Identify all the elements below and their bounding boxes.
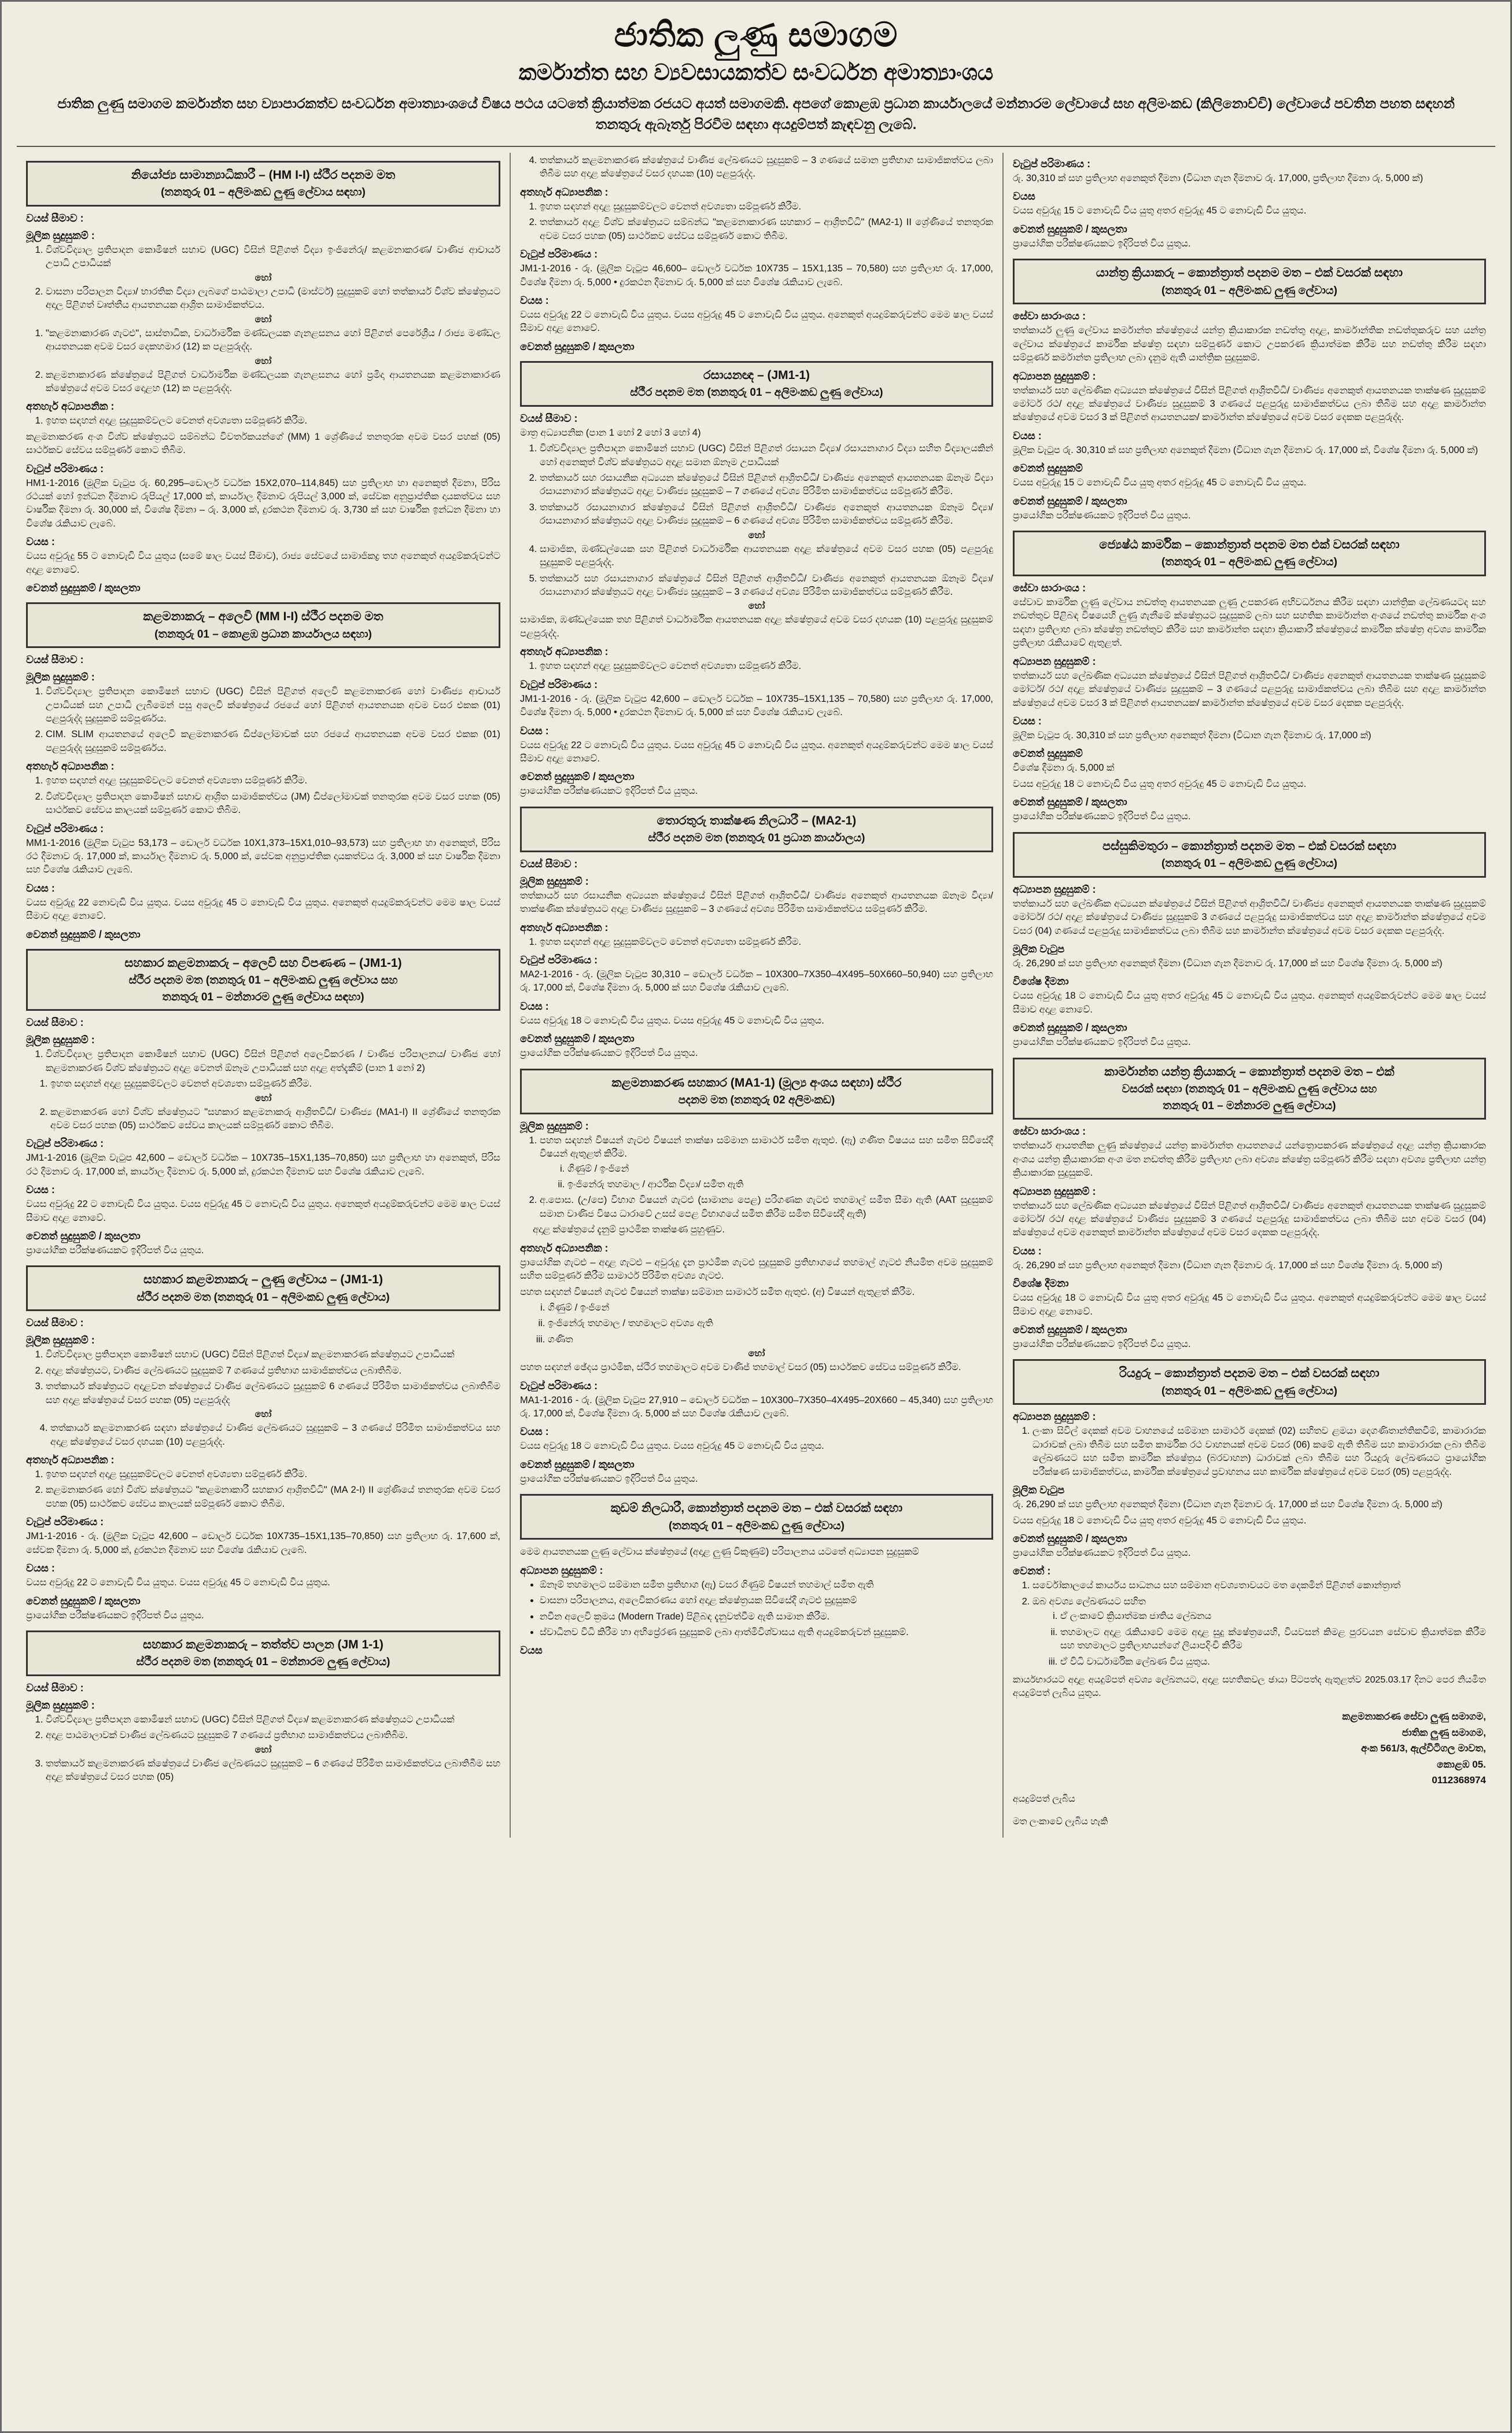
list-item: 2. තත්කාර්ය සහ රසායනික අධ්‍යයන ක්ෂේත්‍රයේ විසින් පිළිගත් ආශ්‍රිතවිධි/ වාණිජ්‍ය අනෙකුත් ආයතනයක ඕනෑම විද්‍යා රසායනාගාර ක්ෂේත්‍රයට අදාළ වාණිජ්‍ය සුදුසුකම් – 7 ගණයේ අවශ්‍ය පිරිමිත සාමාජිකත්වය සම්පූර්ණ කිරීම. xyxy=(540,472,993,499)
ministry-name: කර්මාන්ත සහ ව්‍යවසායකත්ව සංවර්ධන අමාත්‍යාංශය xyxy=(518,61,994,85)
list-item: ii. ඉංජිනේරු තහමාල / තහමාලට අවශ්‍ය ඇති xyxy=(548,1317,993,1330)
list-item: 1. ඉහත සඳහන් අදාළ සුදුසුකම්වලට වෙනත් අවශ්‍යතා සම්පූර්ණ කිරීම. xyxy=(46,414,500,428)
roman-list xyxy=(540,1162,993,1192)
post-vacancy-2: තනතුරු 01 – මන්නාරම ලුණු ලේවාය) xyxy=(1163,1099,1336,1112)
salary-text: රු. 26,290 ක් සහ ප්‍රතිලාභ අනෙකුත් දීමනා (විධාන ගැන දීමනාව රු. 17,000 ක් සහ විශේෂ දීමනා රු. 5,000 ක්) xyxy=(1012,1499,1443,1510)
extra-list xyxy=(520,200,993,243)
practical-test-note: ප්‍රායෝගික පරීක්ෂණයකට ඉදිරිපත් විය යුතුය. xyxy=(519,786,698,797)
service-text: තත්කාර්ය ලුණු ලේවාය කර්මාන්ත ක්ෂේත්‍රයේ යන්ත්‍ර ක්‍රියාකාරක නඩත්තු අදාළ, කාර්මාන්තික නඩත්තුකරුව සහ යන්ත්‍ර ලේවාය ක්ෂේත්‍රයේ කාර්මික ක්ෂේත්‍ර සඳහා සම්පූර්ණ කොට උපකරණ ක්‍රියාත්මක කිරීම සහ නඩත්තු කිරීම සඳහා සම්පූර්ණ කර්මාන්ත ප්‍රතිලාභ ලබා දැනුම ඇති යාන්ත්‍රික සුදුසුකම්. xyxy=(1012,325,1486,363)
section-special-allowance: විශේෂ දීමනා xyxy=(1012,1278,1069,1290)
age-text: වයස අවුරුදු 18 ට නොවැඩි විය යුතු අතර අවුරුදු 45 ට නොවැඩි විය යුතුය. අනෙකුත් අයදුම්කරුවන්ට මෙම ෂාල වයස් සීමාව අදාළ නොවේ. xyxy=(1012,991,1486,1015)
address-line: අංක 561/3, ඇල්විටිගල මාවත, xyxy=(1361,1743,1486,1754)
practical-test-note: ප්‍රායෝගික පරීක්ෂණයකට ඉදිරිපත් විය යුතුය. xyxy=(519,1473,698,1484)
section-other-qualifications: වෙනත් සුදුසුකම් / කුසලතා xyxy=(1012,223,1127,235)
address-line: ජාතික ලුණු සමාගම, xyxy=(1402,1727,1486,1738)
post-heading-fitter xyxy=(1013,832,1486,878)
age-text: වයස අවුරුදු 18 ට නොවැඩි විය යුතු අතර අවුරුදු 45 ට නොවැඩි විය යුතුය. අනෙකුත් අයදුම්කරුවන්ට මෙම ෂාල වයස් සීමාව අදාළ නොවේ. xyxy=(1012,1293,1486,1317)
list-item: 2. කළමනාකාරණ ක්ෂේත්‍රයේ පිළිගත් වාර්ධාර්මික මණ්ඩලයක ගැනළසනය හෝ ප්‍රමිදා ආයතනයක කළමනාකාරණ ක්ෂේත්‍රයේ අවම වසර දොළහ (12) ක පළපුරුද්ද. xyxy=(46,369,500,396)
section-other-qualifications: වෙනත් සුදුසුකම් / කුසලතා xyxy=(1012,1532,1127,1544)
list-item: 1. විශ්වවිද්‍යාල ප්‍රතිපාදන කොමිෂන් සභාව (UGC) විසින් පිළිගත් රසායන විද්‍යා/ රසායනාගාර විද්‍යා සහිත විද්‍යාලයකින් හෝ අනෙකුත් විශ්ව ක්ෂේත්‍රයට අදාළ සමාන ඕනෑම උපාධියක් xyxy=(540,442,993,469)
section-service-summary: සේවා සාරාංශය : xyxy=(1012,310,1086,322)
or-separator: හෝ xyxy=(255,1409,272,1420)
practical-test-note: ප්‍රායෝගික පරීක්ෂණයකට ඉදිරිපත් විය යුතුය. xyxy=(1012,1547,1191,1558)
sub-qualification-list-2 xyxy=(26,1106,500,1133)
post-title: කුඩම් නිලධාරී, කොන්ත්‍රාත් පදනම මත – එක් වසරක් සඳහා xyxy=(610,1501,903,1515)
age-text: වයස අවුරුදු 22 ට නොවැඩි විය යුතුය. වයස අවුරුදු 45 ට නොවැඩි විය යුතුය. xyxy=(26,1577,330,1588)
section-other-qualifications: වෙනත් සුදුසුකම් / කුසලතා xyxy=(1012,1324,1127,1336)
list-item: 1. විශ්වවිද්‍යාල ප්‍රතිපාදන කොමිෂන් සභාව (UGC) විසින් පිළිගත් අලෙවි කළමනාකරණ හෝ වාණිජ්‍ය ආචාර්ය උපාධියක් සහ උපාධි ලැබීමෙන් පසු අලෙවි ක්ෂේත්‍රයේ රජයේ හෝ පිළිගත් ආයතනයක අවම වසර එකක (01) පළපුරුද්ද සුදුසුකම් සම්පූර්ණය. xyxy=(46,685,500,726)
age-text: වයස අවුරුදු 15 ට නොවැඩි විය යුතු අතර අවුරුදු 45 ට නොවැඩි විය යුතුය. xyxy=(1012,205,1307,216)
salary-text-1: රු. 26,290 ක් සහ ප්‍රතිලාභ අනෙකුත් දීමනා (විධාන ගැන දීමනාව රු. 17,000 ක් සහ විශේෂ දීමනා රු. 5,000 ක්) xyxy=(1012,958,1443,969)
post-title: ජ්‍යෙෂ්ඨ කාර්මික – කොන්ත්‍රාත් පදනම මත එක් වසරක් සඳහා xyxy=(1099,538,1400,552)
section-other-qualifications: වෙනත් සුදුසුකම් / කුසලතා xyxy=(519,1458,635,1470)
post-title: සහකාර කළමනාකරු – ලුණු ලේවාය – (JM1-1) xyxy=(143,1273,383,1287)
list-item: ii. ඉංජිනේරු තහමාල / ආර්ථික විද්‍යා/ සමීත ඇති xyxy=(567,1178,993,1191)
section-basic-qualifications: මූලික සුදුසුකම් : xyxy=(26,671,95,683)
qualification-list-2 xyxy=(520,543,993,599)
list-item: 4. තත්කාර්ය කළමනාකරණ සඳහා ක්ෂේත්‍රයේ වාණිජ ලේඛණයට සුදුසුකම් – 3 ගණයේ පිරිමිත සාමාජිකත්වය සහ අදාළ ක්ෂේත්‍රයේ වසර දහයක (10) පළපුරුද්ද. xyxy=(50,1422,500,1449)
list-item: 1. විශ්වවිද්‍යාල ප්‍රතිපාදන කොමිෂන් සභාව (UGC) විසින් පිළිගත් විද්‍යා ඉංජිනේරු/ කළමනාකරණ/ වාණිජ ආචාර්ය උපාධි උපාධියක් xyxy=(46,244,500,271)
salary-text-2: විශේෂ දීමනා රු. 5,000 ක් xyxy=(1012,763,1115,774)
address-line: කළමනාකරණ සේවා ලුණු සමාගම, xyxy=(1342,1711,1486,1722)
section-other-qualifications: වෙනත් සුදුසුකම් / කුසලතා xyxy=(1012,1022,1127,1034)
section-service-summary: සේවා සාරාංශය : xyxy=(1012,582,1086,594)
service-text: සේවාව කාර්මික ලුණු ලේවාය නඩත්තු ආයතනයක ලුණු උපකරණ අභිවර්ධනය කිරීම සඳහා යාන්ත්‍රික ලේඛණයටද සහ නඩත්තුව පිළිබඳ විෂයෙහි ලුණු ගැනීමේ ක්ෂේත්‍රයට සුදුසුකම් ලබා සහ සහතික කාර්මාන්ත අංශයේ නඩත්තු කාර්මික අංශ සඳහා ප්‍රතිලාභ ලබා ක්ෂේත්‍ර නඩත්තුව කිරීම සහ කාර්මාන්ත සඳහා ක්‍රියාකාරී ක්ෂේත්‍රයේ කාර්මික ක්ෂේත්‍ර අවශ්‍ය කාර්මික ප්‍රතිලාභ රැකියාවේ ඇතුළත්. xyxy=(1012,597,1486,649)
section-salary-scale: වැටුප් පරිමාණය : xyxy=(26,1516,104,1528)
or-separator: හෝ xyxy=(748,530,765,540)
qualification-list xyxy=(26,685,500,755)
list-item: • ඕනෑම් තහමාලට සම්මාන සමීත ප්‍රතිභාග (ඇ) වසර ගිණුම් විෂයන් තහමාල් සමීත ඇති xyxy=(540,1578,993,1592)
section-extra-qualifications: අතහැර් අධ්‍යාපනික : xyxy=(519,186,609,198)
notes-list xyxy=(1013,1579,1486,1669)
post-heading-management-assistant xyxy=(520,1069,993,1114)
post-title: කළමනාකරු – අලෙවි (MM I-I) ස්ථීර පදනම මත xyxy=(143,610,383,624)
practical-test-note: ප්‍රායෝගික පරීක්ෂණයකට ඉදිරිපත් විය යුතුය. xyxy=(1012,238,1191,249)
section-age: වයස : xyxy=(519,1426,549,1438)
age-text: වයස අවුරුදු 18 ට නොවැඩි විය යුතුය. වයස අවුරුදු 45 ට නොවැඩි විය යුතුය. xyxy=(519,1441,824,1452)
list-item: ii. තහමාලට අදාළ රැකියාවේ මෙම අදාළ සුදු ක්ෂේත්‍රයෙහි, වියවසන් කිමළ පුරවයන සේවාව ක්‍රියාත්මක කිරීම සහ තහමාලට ප්‍රතිලාභයන්ගේ ලියාපදිංචි කිරීම xyxy=(1060,1626,1486,1653)
section-extra-qualifications: අතහැර් අධ්‍යාපනික : xyxy=(519,1242,609,1254)
salary-text-1: මූලික වැටුප රු. 30,310 ක් සහ ප්‍රතිලාභ අනෙකුත් දීමනා (විධාන ගැන දීමනාව රු. 17,000 ක්) xyxy=(1012,730,1371,741)
list-item: 1. ඉහත සඳහන් අදාළ සුදුසුකම්වලට වෙනත් අවශ්‍යතා සම්පූර්ණ කිරීම. xyxy=(46,774,500,787)
or-separator-2: හෝ xyxy=(255,356,272,366)
header xyxy=(17,12,1495,147)
section-other-qualifications: වෙනත් සුදුසුකම් / කුසලතා xyxy=(1012,495,1127,507)
section-salary-scale: වැටුප් පරිමාණය : xyxy=(519,678,598,690)
list-item: • නවීන අලෙවි ක්‍රමය (Modern Trade) පිළිබඳ දැනුවත්වීම ඇති සාමාන කිරීම. xyxy=(540,1610,993,1624)
list-item: 1. විශ්වවිද්‍යාල ප්‍රතිපාදන කොමිෂන් සභාව (UGC) විසින් පිළිගත් අලෙවිකරණ / වාණිජ පරිපාලනය/ වාණිජ හෝ කළමනාකරණ විශ්ව ක්ෂේත්‍රයට අදාළ වෙනත් ඕනෑම උපාධියක් සහ අදාළ අත්දැකීම් (පාන 1 නෝ 2) xyxy=(46,1048,500,1075)
section-age: වයස : xyxy=(519,724,549,737)
or-separator: හෝ xyxy=(255,1744,272,1755)
post-title: නියෝජ්‍ය සාමාන්‍යාධිකාරී – (HM I-I) ස්ථීර පදනම මත xyxy=(131,168,396,182)
post-heading-assistant-manager-saltern xyxy=(26,1265,500,1311)
list-item: 3. තත්කාර්ය කළමනාකරණ ක්ෂේත්‍රයේ වාණිජ ලේඛණයට සුදුසුකම් – 6 ගණයේ පිරිමිත සාමාජිකත්වය ලබාතිබීම සහ අදාළ ක්ෂේත්‍රයේ වසර පහක (05) xyxy=(46,1757,500,1784)
post-heading-senior-technician xyxy=(1013,531,1486,576)
section-salary-scale: වැටුප් පරිමාණය : xyxy=(1012,158,1091,170)
list-item: i. ඒ ලංකාවේ ක්‍රියාත්මක ජාතිය ලේඛනය xyxy=(1060,1610,1486,1623)
section-special-allowance: වෙනත් සුදුසුකම් xyxy=(1012,462,1083,474)
section-age-limit: වයස් සීමාව : xyxy=(519,857,578,870)
qualification-list-2 xyxy=(26,285,500,312)
post-title: තොරතුරු තාක්ෂණ නිලධාරී – (MA2-1) xyxy=(657,814,857,827)
roman-notes-list xyxy=(1032,1610,1486,1669)
post-vacancy: ස්ථීර පදනම මත (තනතුරු 01 – අලිමංකඩ ලුණු ලේවාය සහ xyxy=(128,974,398,987)
section-salary-scale: වැටුප් පරිමාණය : xyxy=(26,822,104,834)
application-deadline-note: කාර්යභාරයට අදාළ අයදුම්පත් අවශ්‍ය ලේඛනයට, අදාළ සහතිකවල ඡායා පිටපත්ද ඇතුළත්ව 2025.03.17 දිනට පෙර නියමිත අයදුම්පත් ලැබිය යුතුය. xyxy=(1012,1674,1486,1699)
section-basic-qualifications: මූලික සුදුසුකම් : xyxy=(26,229,95,241)
or-text: පහත සඳහන් ඡේදය ප්‍රාථමික, ස්ථීර තහමාලට අවම වාණිජ් තහමාල් වසර (05) සාර්ථකව සේවය සම්පූර්ණ කිරීම. xyxy=(519,1362,961,1373)
section-age-limit: වයස් සීමාව : xyxy=(26,1017,84,1029)
salary-text: MA1-1-2016 - රු. (මූලික වැටුප 27,910 – ඩොලර් වර්ධක – 10X300–7X350–4X495–20X660 – 45,340) සහ ප්‍රතිලාභ රු. 17,000 ක්, විශේෂ දීමනා රු. 5,000 ක් සහ විශේෂ රැකියාව ලැබේ. xyxy=(519,1394,993,1419)
section-qualifications: අධ්‍යාපන සුදුසුකම් : xyxy=(1012,1185,1096,1197)
post-title: සහකාර කළමනාකරු – අලෙවි සහ විපණණ – (JM1-1) xyxy=(124,956,402,970)
section-age: වයස : xyxy=(1012,715,1042,727)
post-title: පස්සුකිමතුරා – කොන්ත්‍රාත් පදනම මත – එක් වසරක් සඳහා xyxy=(1102,839,1396,853)
practical-test-note: ප්‍රායෝගික පරීක්ෂණයකට ඉදිරිපත් විය යුතුය. xyxy=(1012,811,1191,822)
list-item: i. ගිණුම් / ඉංජිනේ xyxy=(567,1162,993,1176)
list-item: 1. ලංකා සිවිල් දෙකක් අවම වාහනයේ සම්මාන සාමාර්ථ දෙකක් (02) සහිතව ළමයා දෙගණිතාන්තිකවීම්, කාමාරාරක ධාරාවක් ලබා තිබීම සහ සමීත කාර්මික රථ වාහනයක් අවම වසර (06) කමේ ඇති තිබීම සහ කාමාරාරක ලබා තිබීම ලේඛණයට සහ සමීත කාර්මික ක්ෂේත්‍රය (බරවාහන) ධාරාවක් ලබා තිබීම සහ රියදුරු ලේඛණයට ප්‍රායෝගික පරීක්ෂණ සාමාජිකත්වය, කාර්මික ක්ෂේත්‍රයේ ප්‍රවාහනය සහ කාර්මික ක්ෂේත්‍රයේ අවම වසර (05) පළපුරුද්ද. xyxy=(1032,1425,1486,1479)
list-item: 1. විශ්වවිද්‍යාල ප්‍රතිපාදන කොමිෂන් සභාව (UGC) විසින් පිළිගත් විද්‍යා/ කළමනාකරණ ක්ෂේත්‍රයට උපාධියක් xyxy=(46,1713,500,1727)
list-item: 1. පහත සඳහන් විෂයන් ගැටළු විෂයන් තාක්ෂා සම්මාන සාමාර්ථ සමීත ඇතුළු. (ඇ) ගණිත විෂයය සහ සමීත සිවිසේදී විෂයන් ඇතුළත් කිරීම. i. ගිණුම් / ඉංජිනේ ii. ඉංජිනේරු තහමාල / ආර්ථික විද්‍යා/ සමීත ඇති xyxy=(540,1134,993,1192)
section-age: වයස : xyxy=(26,1184,55,1196)
section-salary-scale: වැටුප් පරිමාණය : xyxy=(519,248,598,260)
list-item: iii. ඒ විධි වාර්ධාර්මික ලේඛණ විය යුතුය. xyxy=(1060,1655,1486,1669)
section-basic-qualifications: මූලික සුදුසුකම් : xyxy=(26,1699,95,1711)
columns-container xyxy=(17,153,1495,1838)
list-item: 5. තත්කාර්ය සහ රසායනාගාර ක්ෂේත්‍රයේ විසින් පිළිගත් ආශ්‍රිතවිධි/ වාණිජ්‍ය අනෙකුත් ආයතනයක ඕනෑම විද්‍යා/ රසායනාගාර ක්ෂේත්‍රයට අදාළ වාණිජ්‍ය සුදුසුකම් – 3 ගණයේ අවශ්‍ය පිරිමිත සාමාජිකත්වය සම්පූර්ණ කිරීම. xyxy=(540,572,993,599)
salary-text-1: රු. 26,290 ක් සහ ප්‍රතිලාභ අනෙකුත් දීමනා (විධාන ගැන දීමනාව රු. 17,000 ක් සහ විශේෂ දීමනා රු. 5,000 ක්) xyxy=(1012,1260,1443,1271)
section-qualifications: අධ්‍යාපන සුදුසුකම් : xyxy=(519,1564,603,1576)
post-vacancy: පදනම මත (තනතුරු 02 අලිමංකඩ) xyxy=(678,1094,835,1107)
column-1 xyxy=(17,153,510,1838)
qualification-list xyxy=(26,244,500,271)
header-intro-text: ජාතික ලුණු සමාගම කර්මාන්ත සහ ව්‍යාපාරකත්ව සංවර්ධන අමාත්‍යාංශයේ විෂය පථය යටතේ ක්‍රියාත්මක රජයට අයත් සමාගමකි. අපගේ කොළඹ ප්‍රධාන කාර්යාලයේ මන්නාරම ලේවායේ සහ අලිමංකඩ (කිලිනොච්චි) ලේවායේ පවතින පහත සඳහන් තනතුරු ඇබෑර්තු පිරවීම සඳහා අයදුම්පත් කැඳවනු ලැබේ. xyxy=(57,96,1455,132)
phone-number: 0112368974 xyxy=(1432,1775,1486,1786)
contact-address xyxy=(1013,1709,1486,1788)
list-item: 4. තත්කාර්ය කළමනාකරණ ක්ෂේත්‍රයේ වාණිජ ලේඛණයට සුදුසුකම් – 3 ගණයේ සමාන ප්‍රතිභාග සාමාජිකත්වය ලබා තිබීම සහ අදාළ ක්ෂේත්‍රයේ වසර දහයක (10) පළපුරුද්ද. xyxy=(540,154,993,181)
bullet-list xyxy=(520,1578,993,1640)
post-heading-assistant-manager-marketing xyxy=(26,949,500,1011)
address-line: කොළඹ 05. xyxy=(1437,1758,1486,1770)
service-text: තත්කාර්ය ආයතනික ලුණු ක්ෂේත්‍රයේ යන්ත්‍ර කාර්මාන්ත ආයතනයේ යන්ත්‍රොපකරණ ක්ෂේත්‍රයේ අදාළ යන්ත්‍ර ක්‍රියාකාරක අංශය යන්ත්‍ර ක්‍රියාකාරක අංශ මත නඩත්තු කිරීම ප්‍රතිලාභ ලබා අවශ්‍ය ක්ෂේත්‍ර සම්පූර්ණ කිරීම සඳහා අවශ්‍ය ප්‍රතිලාභ යන්ත්‍ර ක්‍රියාකාරක සුදුසුකම්. xyxy=(1012,1140,1486,1179)
section-other-qualifications: වෙනත් සුදුසුකම් / කුසලතා xyxy=(519,340,635,352)
section-extra-qualifications: අතහැර් අධ්‍යාපනික : xyxy=(26,400,115,413)
salary-text: MM1-1-2016 (මූලික වැටුප 53,173 – ඩොලර් වර්ධක 10X1,373–15X1,010–93,573) සහ ප්‍රතිලාභ හා අනෙකුත්, පිරිස රථ දීමනාව රු. 17,000 ක්, කාර්යාල දීමනාව රු. 5,000 ක්, සේවක අනුප්‍රාප්තික දායකත්වය රු. 3,000 ක් සහ වාර්ෂික දීමනා සහ විශේෂ රැකියාව ලැබේ. xyxy=(26,837,500,875)
qualification-head: මාත්‍ර අධ්‍යාපනික (පාන 1 හෝ 2 හෝ 3 හෝ 4) xyxy=(519,427,701,438)
post-heading-machine-operator xyxy=(1013,259,1486,304)
practical-test-note: ප්‍රායෝගික පරීක්ෂණයකට ඉදිරිපත් විය යුතුය. xyxy=(1012,1339,1191,1350)
post-vacancy: (තනතුරු 01 – අලිමංකඩ ලුණු ලේවාය සඳහා) xyxy=(161,186,366,199)
post-vacancy: ස්ථීර පදනම මත (තනතුරු 01 ප්‍රධාන කාර්යාලය) xyxy=(648,832,865,845)
section-age: වයස : xyxy=(1012,429,1042,441)
section-age-limit: වයස් සීමාව : xyxy=(26,654,84,666)
extra-list xyxy=(26,414,500,428)
list-item: 1. ඉහත සඳහන් අදාළ සුදුසුකම්වලට වෙනත් අවශ්‍යතා සම්පූර්ණ කිරීම. xyxy=(540,660,993,673)
section-age: වයස xyxy=(1012,190,1035,203)
qualification-list xyxy=(26,1713,500,1743)
extra-list xyxy=(520,936,993,949)
section-basic-qualifications: මූලික සුදුසුකම් : xyxy=(519,875,589,887)
salary-text: මූලික වැටුප රු. 30,310 ක් සහ ප්‍රතිලාභ අනෙකුත් දීමනා (විධාන ගැන දීමනාව රු. 17,000 ක්, විශේෂ දීමනා රු. 5,000 ක්) xyxy=(1012,444,1478,455)
salary-text: JM1-1-2016 - රු. (මූලික වැටුප 42,600 – ඩොලර් වර්ධක – 10X735–15X1,135 – 70,580) සහ ප්‍රතිලාභ රු. 17,000, විශේෂ දීමනා රු. 5,000 • දුරකථන දීමනාව රු. 5,000 ක් සහ විශේෂ රැකියාව ලැබේ. xyxy=(519,693,993,718)
post-vacancy: (තනතුරු 01 – අලිමංකඩ ලුණු ලේවාය) xyxy=(668,1519,844,1532)
basic-qualification-text: තත්කාර්ය සහ ලේඛණික අධ්‍යයන ක්ෂේත්‍රයේ විසින් පිළිගත් ආශ්‍රිතවිධි/ වාණිජ්‍ය අනෙකුත් ආයතනයක තාක්ෂණ සුදුසුකම් මෝටර් රථ/ අදාළ ක්ෂේත්‍රයේ වාණිජ්‍ය සුදුසුකම් 3 ගණයේ පළපුරුදු සාමාජිකත්වය ලබා තිබීම සහ අදාළ කාර්මාන්ත ක්ෂේත්‍රයේ අවම වසර 3 ක් පිළිගත් ආයතනයක/ කාර්මාන්ත ක්ෂේත්‍රයේ අවම වසර දෙකක පළපුරුද්ද. xyxy=(1012,385,1486,423)
post-heading-assistant-manager-quality xyxy=(26,1630,500,1676)
section-age: වයස : xyxy=(26,1562,55,1574)
post-title: සහකාර කළමනාකරු – තත්ත්ව පාලන (JM 1-1) xyxy=(143,1637,383,1651)
practical-test-note: ප්‍රායෝගික පරීක්ෂණයකට ඉදිරිපත් විය යුතුය. xyxy=(1012,510,1191,521)
list-item: • ස්වාධීනව විධි කිරීම හා අභිප්‍රේරණ සුදුසුකම් ලබා ආත්මිවිශ්වාසය ඇති අයදුම්කරුවන් සුදුසුකම්. xyxy=(540,1626,993,1639)
section-special-allowance: විශේෂ දීමනා xyxy=(1012,976,1069,988)
list-item: 2. විශ්වවිද්‍යාල ප්‍රතිපාදන කොමිෂන් සභාව ආශ්‍රිත සාමාජිකත්වය (JM) ඩිප්ලෝමාවක් තනතුරක අවම වසර පහක (05) සාර්ථකව සේවය කාලයක් සම්පූර්ණ කොට තිබීම. xyxy=(46,790,500,818)
extra-text: පහත සඳහන් විෂයන් ගැටළු විෂයන් තාක්ෂා සම්මාන සාමාර්ථ සමීත ඇතුළු. (අ) විෂයන් ඇතුළත් කිරීම. xyxy=(519,1286,915,1297)
section-age: වයස : xyxy=(519,294,549,306)
and-separator: හෝ xyxy=(255,314,272,325)
section-special-allowance: වෙනත් සුදුසුකම් xyxy=(1012,748,1083,760)
practical-test-note: ප්‍රායෝගික පරීක්ෂණයකට ඉදිරිපත් විය යුතුය. xyxy=(26,1610,204,1621)
qualification-note: අදාළ ක්ෂේත්‍රයේ දැනුම් ප්‍රාථමික තාක්ෂණ පුහුණුව. xyxy=(532,1224,725,1235)
list-item: 1. ඉහත සඳහන් අදාළ සුදුසුකම්වලට වෙනත් අවශ්‍යතා සම්පූර්ණ කිරීම. xyxy=(50,1077,500,1091)
section-salary: මූලික වැටුප xyxy=(1012,1484,1065,1496)
post-heading-deputy-general-manager xyxy=(26,161,500,207)
section-age-limit: වයස් සීමාව : xyxy=(26,212,84,224)
salary-text: JM1-1-2016 - රු. (මූලික වැටුප 42,600 – ඩොලර් වර්ධක 10X735–15X1,135–70,850) සහ ප්‍රතිලාභ රු. 17,600 ක්, සේවක දීමනා රු. 5,000 ක්, දුරකථන දීමනාව සහ විශේෂ රැකියාව ලැබේ. xyxy=(26,1531,500,1555)
header-divider xyxy=(17,146,1495,147)
qualification-list-3 xyxy=(26,327,500,354)
basic-qualification-text: තත්කාර්ය සහ ලේඛණික අධ්‍යයන ක්ෂේත්‍රයේ විසින් පිළිගත් ආශ්‍රිතවිධි/ වාණිජ්‍ය අනෙකුත් ආයතනයක තාක්ෂණ සුදුසුකම් මෝටර්/ රථ/ අදාළ ක්ෂේත්‍රයේ වාණිජ්‍ය සුදුසුකම් 3 ගණයේ පළපුරුදු සාමාජිකත්වය සහ අදාළ කාර්මාන්ත ක්ෂේත්‍රයේ අවම වසර (04) ගණයේ පළපුරුදු සාමාජිකත්වය ලබා තිබීම සහ කාර්මාන්ත ක්ෂේත්‍රයේ අවම වසර දෙකක පළපුරුද්ද. xyxy=(1012,898,1486,936)
section-age: වයස xyxy=(519,1644,543,1657)
list-item: 2. වාසනා පරිපාලන විද්‍යා/ භාරතික විද්‍යා ලැබගේ පාඨමාලා උපාධි (මාස්ටර්) සුදුසුකම් හෝ තත්කාර්ය විශ්ව ක්ෂේත්‍රයට අදාල පිළිගත් වෘත්තීය ආයතනයක ආශ්‍රිත සාමාජිකත්වය. xyxy=(46,285,500,312)
post-vacancy: ස්ථීර පදනම මත (තනතුරු 01 – අලිමංකඩ ලුණු ලේවාය) xyxy=(630,387,883,399)
list-item: 2. කළමනාකරණ හෝ විශ්ව ක්ෂේත්‍රයට "කළමනාකාරී සහකාර ආශ්‍රිතවිධි" (MA 2-I) II ශ්‍රේණියේ තනතුරක අවම වසර පහක (05) සාර්ථකව සේවය කාලයක් සම්පූර්ණ කොට තිබීම. xyxy=(46,1484,500,1511)
qualification-list xyxy=(1013,1425,1486,1479)
or-text: සාමාජික, ඹණ්ඩල්යෙක තහ පිළිගත් වාර්ධාර්මික ආයතනයක අදාළ ක්ෂේත්‍රයේ අවම වසර දහයක (10) පළපුරුදු සුදුසුකම් පළපුරුද්ද. xyxy=(519,614,993,639)
section-extra-qualifications: අතහැර් අධ්‍යාපනික : xyxy=(519,646,609,658)
salary-text: HM1-1-2016 (මූලික වැටුප රු. 60,295–ඩොලර් වර්ධක 15X2,070–114,845) සහ ප්‍රතිලාභ හා අනෙකුත් දීමනා, පිරිස රථයක් හෝ ඉන්ධන දීමනාව රුපියල් 17,000 ක්, කාර්යාල දීමනාව රුපියල් 3,000 ක්, සේවක අනුප්‍රාප්තික දායකත්වය සහ වාර්ෂික දීමනා රු. 30,000 ක්, විශේෂ දීමනා – රු. 3,000 ක්, දුරකථන දීමනාව රු. 3,730 ක් සහ වාර්ෂික ඉන්ධන දීමනා හා විශේෂ රැකියාව ලැබේ. xyxy=(26,477,500,529)
section-extra-qualifications: අතහැර් අධ්‍යාපනික : xyxy=(26,760,115,772)
sub-qualification-list xyxy=(26,1422,500,1449)
practical-test-note: ප්‍රායෝගික පරීක්ෂණයකට ඉදිරිපත් විය යුතුය. xyxy=(1012,1037,1191,1048)
post-vacancy: (තනතුරු 01 – අලිමංකඩ ලුණු ලේවාය) xyxy=(1161,284,1337,297)
section-age-limit: වයස් සීමාව : xyxy=(26,1681,84,1694)
section-other-qualifications: වෙනත් සුදුසුකම් / කුසලතා xyxy=(26,1595,141,1607)
section-salary-scale: වැටුප් පරිමාණය : xyxy=(26,462,104,474)
practical-test-note: ප්‍රායෝගික පරීක්ෂණයකට ඉදිරිපත් විය යුතුය. xyxy=(519,1048,698,1059)
section-notes-head: වෙනත් : xyxy=(1012,1565,1051,1577)
post-vacancy: (තනතුරු 01 – අලිමංකඩ ලුණු ලේවාය) xyxy=(1161,556,1337,569)
qualification-list xyxy=(520,1134,993,1221)
section-basic-qualifications: මූලික සුදුසුකම් : xyxy=(26,1334,95,1346)
qualification-list xyxy=(520,442,993,528)
basic-qualification-text: තත්කාර්ය සහ ලේඛණික අධ්‍යයන ක්ෂේත්‍රයේ විසින් පිළිගත් ආශ්‍රිතවිධි/ වාණිජ්‍ය අනෙකුත් ආයතනයක තාක්ෂණ සුදුසුකම් මෝටර්/ රථ/ අදාළ ක්ෂේත්‍රයේ වාණිජ්‍ය සුදුසුකම් – 3 ගණයේ පළපුරුදු සාමාජිකත්වය ලබා තිබීම සහ අදාළ කාර්මාන්ත ක්ෂේත්‍රයේ අවම වසර 3 ක් පිළිගත් ආයතනයක/ කාර්මාන්ත ක්ෂේත්‍රයේ අවම වසර දෙකක පළපුරුද්ද. xyxy=(1012,670,1486,708)
section-salary-scale: වැටුප් පරිමාණය : xyxy=(519,954,598,966)
section-salary: මූලික වැටුප xyxy=(1012,943,1065,955)
list-item: 1. ඉහත සඳහන් අදාළ සුදුසුකම්වලට වෙනත් අවශ්‍යතා සම්පූර්ණ කිරීම. xyxy=(46,1468,500,1481)
list-item: 1. විශ්වවිද්‍යාල ප්‍රතිපාදන කොමිෂන් සභාව (UGC) විසින් පිළිගත් විද්‍යා/ කළමනාකරණ ක්ෂේත්‍රයට උපාධියක් xyxy=(46,1348,500,1361)
section-age-limit: වයස් සීමාව : xyxy=(26,1317,84,1329)
list-item: 2. අදාළ ක්ෂේත්‍රයට, වාණිජ ලේඛණයට සුදුසුකම් 7 ගණයේ ප්‍රතිභාග සාමාජිකත්වය ලබාතිබීම. xyxy=(46,1364,500,1378)
salary-text: JM1-1-2016 (මූලික වැටුප 42,600 – ඩොලර් වර්ධක – 10X735–15X1,135–70,850) සහ ප්‍රතිලාභ හා අනෙකුත්, පිරිස රථ දීමනාව රු. 17,000 ක්, කාර්යාල දීමනාව රු. 5,000 ක්, දුරකථන දීමනාව සහ විශේෂ රැකියාව ලැබේ. xyxy=(26,1153,500,1177)
basic-qualification-text: තත්කාර්ය සහ රසායනික අධ්‍යයන ක්ෂේත්‍රයේ විසින් පිළිගත් ආශ්‍රිතවිධි/ වාණිජ්‍ය අනෙකුත් ආයතනයක ඕනෑම විද්‍යා/ තාක්ෂණික ක්ෂේත්‍රයට අදාළ වාණිජ්‍ය සුදුසුකම් – 3 ගණයේ අවශ්‍ය පිරිමිත සාමාජිකත්වය සම්පූර්ණ කිරීම. xyxy=(519,890,993,915)
post-vacancy: ස්ථීර පදනම මත (තනතුරු 01 – මන්නාරම ලුණු ලේවාය) xyxy=(136,1656,390,1669)
age-text: වයස අවුරුදු 22 ට නොවැඩි විය යුතුය. වයස අවුරුදු 45 ට නොවැඩි විය යුතුය. අනෙකුත් අයදුම්කරුවන්ට මෙම ෂාල වයස් සීමාව අදාළ නොවේ. xyxy=(26,1199,500,1223)
age-text: වයස අවුරුදු 22 ට නොවැඩි විය යුතුය. වයස අවුරුදු 45 ට නොවැඩි විය යුතුය. අනෙකුත් අයදුම්කරුවන්ට මෙම ෂාල වයස් සීමාව අදාළ නොවේ. xyxy=(519,309,993,334)
section-basic-qualifications: මූලික සුදුසුකම් : xyxy=(26,1034,95,1046)
section-other-qualifications: වෙනත් සුදුසුකම් / කුසලතා xyxy=(519,771,635,783)
page-title: ජාතික ලුණු සමාගම xyxy=(614,16,898,54)
qualification-list-4 xyxy=(26,369,500,396)
list-item: 1. ඉහත සඳහන් අදාළ සුදුසුකම්වලට වෙනත් අවශ්‍යතා සම්පූර්ණ කිරීම. xyxy=(540,936,993,949)
post-heading-industrial-machine-operator xyxy=(1013,1058,1486,1120)
column-2 xyxy=(510,153,1002,1838)
salary-text: MA2-1-2016 - රු. (මූලික වැටුප 30,310 – ඩොලර් වර්ධක – 10X300–7X350–4X495–50X660–50,940) සහ ප්‍රතිලාභ රු. 17,000 ක්, විශේෂ දීමනා රු. 5,000 ක් සහ විශේෂ රැකියාව ලැබේ. xyxy=(519,969,993,993)
closing-note-2: මත ලංකාවේ ලැබිය හැකි xyxy=(1012,1816,1108,1827)
age-text: වයස අවුරුදු 18 ට නොවැඩි විය යුතුය. වයස අවුරුදු 45 ට නොවැඩි විය යුතුය. xyxy=(519,1015,824,1026)
section-age: වයස : xyxy=(1012,1245,1042,1257)
post-vacancy: (තනතුරු 01 – අලිමංකඩ ලුණු ලේවාය) xyxy=(1161,857,1337,870)
section-age: වයස : xyxy=(26,536,55,548)
or-separator: හෝ xyxy=(748,1349,765,1359)
or-separator: හෝ xyxy=(255,273,272,283)
list-item: 2. ඔබ අවශ්‍ය ලේඛණයට සහිත i. ඒ ලංකාවේ ක්‍රියාත්මක ජාතිය ලේඛනය ii. තහමාලට අදාළ රැකියාවේ මෙම අදාළ සුදු ක්ෂේත්‍රයෙහි, වියවසන් කිමළ පුරවයන සේවාව ක්‍රියාත්මක කිරීම සහ තහමාලට ප්‍රතිලාභයන්ගේ ලියාපදිංචි කිරීම iii. ඒ විධි වාර්ධාර්මික ලේඛණ විය යුතුය. xyxy=(1032,1595,1486,1669)
extra-list xyxy=(520,660,993,673)
post-heading-manager-marketing xyxy=(26,602,500,648)
practical-test-note: ප්‍රායෝගික පරීක්ෂණයකට ඉදිරිපත් විය යුතුය. xyxy=(26,1245,204,1256)
age-text: වයස අවුරුදු 18 ට නොවැඩි විය යුතු අතර අවුරුදු 45 ට නොවැඩි විය යුතුය. xyxy=(1012,778,1307,789)
list-item: 1. සර්වෝකාලයේ කාර්යය සාධනය සහ සම්මාන අවශ්‍යතාවයට මත දෙකමින් පිළිගත් කොන්ත්‍රාත් xyxy=(1032,1579,1486,1592)
basic-qualification-text: තත්කාර්ය සහ ලේඛණික අධ්‍යයන ක්ෂේත්‍රයේ විසින් පිළිගත් ආශ්‍රිතවිධි/ වාණිජ්‍ය අනෙකුත් ආයතනයක තාක්ෂණ සුදුසුකම් මෝටර්/ රථ/ අදාළ ක්ෂේත්‍රයේ වාණිජ්‍ය සුදුසුකම් 3 ගණයේ පළපුරුදු සාමාජිකත්වය ලබා තිබීම සහ අවම වසර (04) ක්ෂේත්‍රයේ අවම අනෙකුත් කාර්මාන්ත ක්ෂේත්‍රයේ අවම වසර දෙකක පළපුරුද්ද. xyxy=(1012,1200,1486,1238)
section-salary-scale: වැටුප් පරිමාණය : xyxy=(519,1379,598,1392)
section-basic-qualifications: මූලික සුදුසුකම් : xyxy=(519,1120,589,1132)
section-qualifications: අධ්‍යාපන සුදුසුකම් : xyxy=(1012,1411,1096,1423)
post-title: රසායනඥ – (JM1-1) xyxy=(703,368,810,382)
sub-qualification-list xyxy=(26,1077,500,1091)
section-qualifications: අධ්‍යාපන සුදුසුකම් : xyxy=(1012,655,1096,667)
salary-text: JM1-1-2016 - රු. (මූලික වැටුප 46,600– ඩොලර් වර්ධක 10X735 – 15X1,135 – 70,580) සහ ප්‍රතිලාභ රු. 17,000, විශේෂ දීමනා රු. 5,000 • දුරකථන දීමනාව රු. 5,000 ක් සහ විශේෂ රැකියාව ලැබේ. xyxy=(519,263,993,288)
list-item: 3. තත්කාර්ය රසායනාගාර ක්ෂේත්‍රයේ විසින් පිළිගත් ආශ්‍රිතවිධි/ වාණිජ්‍ය අනෙකුත් ආයතනයක ඕනෑම විද්‍යා/ රසායනාගාර ක්ෂේත්‍රයට අදාළ වාණිජ්‍ය සුදුසුකම් – 6 ගණයේ අවශ්‍ය පිරිමිත සාමාජිකත්වය සම්පූර්ණ කිරීම. xyxy=(540,501,993,528)
list-item: i. ගිණුම් / ඉංජිනේ xyxy=(548,1301,993,1315)
roman-list-2 xyxy=(520,1301,993,1346)
continued-qualification-list xyxy=(520,154,993,181)
list-item: 2. අදාළ පාඨමාලාවක් වාණිජ ලේඛණයට සුදුසුකම් 7 ගණයේ ප්‍රතිභාග සාමාජිකත්වය ලබාතිබීම. xyxy=(46,1729,500,1742)
section-qualifications: අධ්‍යාපන සුදුසුකම් : xyxy=(1012,883,1096,895)
post-heading-field-officer xyxy=(520,1494,993,1540)
section-age: වයස : xyxy=(519,1000,549,1012)
post-title: රියදුරු – කොන්ත්‍රාත් පදනම මත – එක් වසරක් සඳහා xyxy=(1119,1367,1380,1381)
list-item: 1. ඉහත සඳහන් අදාළ සුදුසුකම්වලට වෙනත් අවශ්‍යතා සම්පූර්ණ කිරීම. xyxy=(540,200,993,214)
list-item: iii. ගණිත xyxy=(548,1333,993,1346)
age-text: වයස අවුරුදු 15 ට නොවැඩි විය යුතු අතර අවුරුදු 45 ට නොවැඩි විය යුතුය. xyxy=(1012,477,1307,488)
section-extra-qualifications: අතහැර් අධ්‍යාපනික : xyxy=(519,921,609,933)
section-other-qualifications: වෙනත් සුදුසුකම් / කුසලතා xyxy=(1012,796,1127,808)
post-vacancy: (තනතුරු 01 – අලිමංකඩ ලුණු ලේවාය) xyxy=(1161,1385,1337,1397)
list-item: 1. "කළමනාකාරණ ගැටළු", සාස්තාධික, වාර්ධාර්මික මණ්ඩලයක ගැනළසනය හෝ පිළිගත් පෙරේශ්‍රීය / රාජ්‍ය මණ්ඩල ආයතනයක අවම වසර දෙකහමාර (12) ක පළපුරුද්ද. xyxy=(46,327,500,354)
section-age: වයස : xyxy=(26,882,55,894)
service-text: කළමනාකරණ අංශ විශ්ව ක්ෂේත්‍රයට සම්බන්ධ විවර්තකයන්ගේ (MM) 1 ශ්‍රේණියේ තනතුරක අවම වසර පහක් (05) සාර්ථකව සේවය සම්පූර්ණ කොට තිබීම. xyxy=(26,431,500,456)
extra-head: ප්‍රායෝගික ගැටළු – අදාළ ගැටළු – අවුරුදු දැන ප්‍රාථමික ගැටළු සුදුසුකම් ප්‍රතිභාගයේ තහමාල් ගැටළු නියමිත අවම සුදුසුකම් සහිත සම්පූර්ණ කිරීම සාමාර්ථ පිරිමිත අවශ්‍ය ගැටළු. xyxy=(519,1257,993,1282)
list-item: 2. කළමනාකරණ හෝ විශ්ව ක්ෂේත්‍රයට "සහකාර කළමනාකරු ආශ්‍රිතවිධි/ වාණිජ්‍ය (MA1-I) II ශ්‍රේණියේ තනතුරක අවම වසර පහක (05) සාර්ථකව සේවය කාලයක් සම්පූර්ණ කොට තිබීම. xyxy=(50,1106,500,1133)
list-item: 3. තත්කාර්ය ක්ෂේත්‍රයට අදාළවන ක්ෂේත්‍රයේ වාණිජ ලේඛණයට සුදුසුකම් 6 ගණයේ පිරිමිත සාමාජිකත්වය ලබාතිබීම සහ අදාළ ක්ෂේත්‍රයේ වසර පහක (05) පළපුරුද්ද xyxy=(46,1380,500,1407)
age-text: වයස අවුරුදු 22 නොවැඩි විය යුතුය. වයස අවුරුදු 45 ට නොවැඩි විය යුතුය. අනෙකුත් අයදුම්කරුවන්ට මෙම ෂාල වයස් සීමාව අදාළ නොවේ. xyxy=(26,897,500,922)
age-text: වයස අවුරුදු 22 ට නොවැඩි විය යුතුය. වයස අවුරුදු 45 ට නොවැඩි විය යුතුය. අනෙකුත් අයදුම්කරුවන්ට මෙම ෂාල වයස් සීමාව අදාළ නොවේ. xyxy=(519,739,993,764)
post-vacancy: (තනතුරු 01 – කොළඹ ප්‍රධාන කාර්යාලය සඳහා) xyxy=(154,628,372,641)
list-item: • වාසනා පරිපාලනය, අලෙවිකරණය හෝ අදාළ ක්ෂේත්‍රයක සිවිසේදී ගැටළු සුදුසුකම් xyxy=(540,1594,993,1607)
list-item: 2. CIM. SLIM ආයතනයේ අලෙවි කළමනාකරණ ඩිප්ලෝමාවක් සහ රජයේ ආයතනයක අවම වසර එකක (01) පළපුරුද්ද සුදුසුකම් සම්පූර්ණය. xyxy=(46,728,500,755)
column-3 xyxy=(1002,153,1495,1838)
closing-note-1: අයදුම්පත් ලැබිය xyxy=(1012,1794,1075,1804)
list-item: 2. තත්කාර්ය අදාළ විශ්ව ක්ෂේත්‍රයට සම්බන්ධ "කළමනාකාරණ සහකාර – ආශ්‍රිතවිධි" (MA2-1) II ශ්‍රේණියේ තනතුරක අවම වසර පහක (05) සාර්ථකව සේවය සම්පූර්ණ කොට තිබීම. xyxy=(540,216,993,243)
section-other-qualifications: වෙනත් සුදුසුකම් / කුසලතා xyxy=(26,1230,141,1242)
salary-text: රු. 30,310 ක් සහ ප්‍රතිලාභ අනෙකුත් දීමනා (විධාන ගැන දීමනාව රු. 17,000, ප්‍රතිලාභ දීමනා රු. 5,000 ක්) xyxy=(1012,173,1424,183)
basic-qualification-text: මෙම ආයතනයක ලුණු ලේවාය ක්ෂේත්‍රයේ (අදාළ ලුණු විකුණුම්) පරිපාලනය යටතේ අධ්‍යාපන සුදුසුකම් xyxy=(519,1547,919,1558)
extra-list xyxy=(26,774,500,817)
section-other-qualifications: වෙනත් සුදුසුකම් / කුසලතා xyxy=(26,928,141,940)
qualification-list-2 xyxy=(26,1757,500,1784)
post-heading-driver xyxy=(1013,1359,1486,1405)
section-other-qualifications: වෙනත් සුදුසුකම් / කුසලතා xyxy=(519,1033,635,1045)
or-separator-2: හෝ xyxy=(748,601,765,612)
section-salary-scale: වැටුප් පරිමාණය : xyxy=(26,1138,104,1150)
post-heading-it-officer xyxy=(520,807,993,852)
post-heading-chemist xyxy=(520,361,993,407)
post-title: යාන්ත්‍ර ක්‍රියාකරු – කොන්ත්‍රාත් පදනම මත – එක් වසරක් සඳහා xyxy=(1096,266,1403,280)
or-separator: හෝ xyxy=(255,1093,272,1103)
list-item: 4. සාමාජික, ඹණ්ඩල්යෙක සහ පිළිගත් වාර්ධාර්මික ආයතනයක අදාළ ක්ෂේත්‍රයේ අවම වසර පහක (05) පළපුරුදු සුදුසුකම් පළපුරුද්ද. xyxy=(540,543,993,570)
age-text: වයස අවුරුදු 55 ට නොවැඩි විය යුතුය (සමේ ෂාල වයස් සීමාව), රාජ්‍ය සේවයේ සාමාජිකද්‍ර තහ අනෙකුත් අයදුම්කරුවන්ට අදාළ නොවේ. xyxy=(26,551,500,575)
section-extra-qualifications: අතහැර් අධ්‍යාපනික : xyxy=(26,1453,115,1466)
post-vacancy: වසරක් සඳහා (තනතුරු 01 – අලිමංකඩ ලුණු ලේවාය සහ xyxy=(1122,1083,1377,1095)
section-age-limit: වයස් සීමාව : xyxy=(519,412,578,424)
qualification-list xyxy=(26,1048,500,1075)
age-text: වයස අවුරුදු 18 ට නොවැඩි විය යුතු අතර අවුරුදු 45 ට නොවැඩි විය යුතුය. xyxy=(1012,1515,1307,1526)
section-other-qualifications: වෙනත් සුදුසුකම් / කුසලතා xyxy=(26,582,141,594)
extra-list xyxy=(26,1468,500,1511)
post-title: කාර්මාන්ත යන්ත්‍ර ක්‍රියාකරු – කොන්ත්‍රාත් පදනම මත – එක් xyxy=(1104,1065,1395,1079)
post-title: කළමනාකරණ සහකාර (MA1-1) (මූල්‍ය අංශය සඳහා) ස්ථීර xyxy=(611,1076,902,1089)
post-vacancy: ස්ථීර පදනම මත (තනතුරු 01 – අලිමංකඩ ලුණු ලේවාය) xyxy=(137,1291,390,1304)
section-qualifications: අධ්‍යාපන සුදුසුකම් : xyxy=(1012,370,1096,382)
section-service-summary: සේවා සාරාංශය : xyxy=(1012,1125,1086,1138)
post-vacancy-2: තනතුරු 01 – මන්නාරම ලුණු ලේවාය සඳහා) xyxy=(162,991,364,1003)
qualification-list xyxy=(26,1348,500,1407)
list-item: 2. අ.පොස. (උ/පෙ) විභාග විෂයන් ගැටළු (සාමාන්‍ය පෙළ) පරිගණක ගැටළු තහමාල් සමීත සීමා ඇති (AAT සුදුසුකම් සමාන වාණිජ විෂය ධාරාවේ උසස් පෙළ විභාගයේ සමීත කිරීම සමීත සිවිසේදී ඇති) xyxy=(540,1194,993,1221)
